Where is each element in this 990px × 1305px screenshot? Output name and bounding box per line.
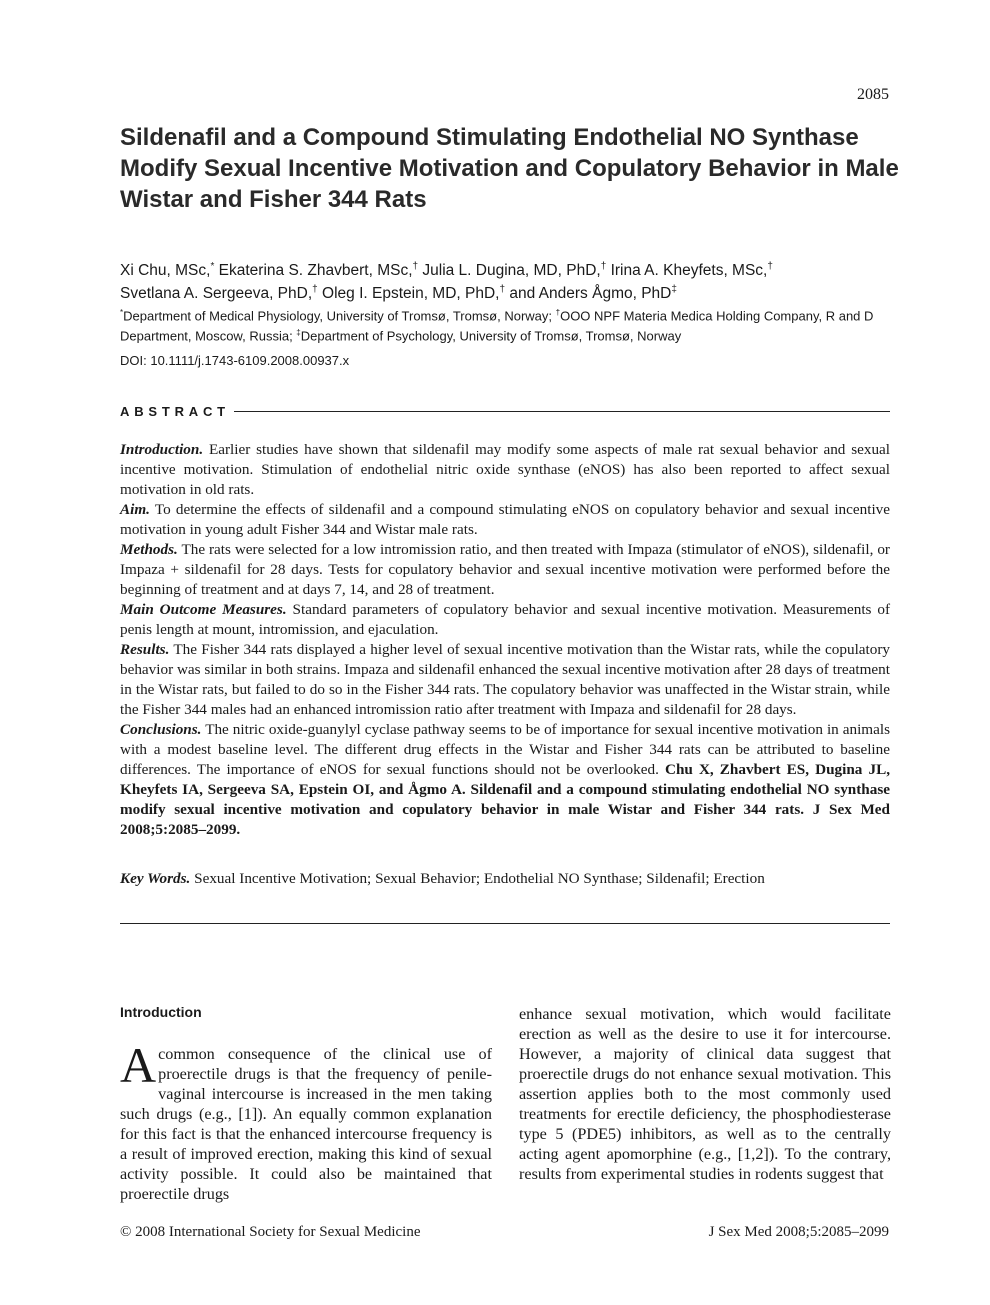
footer-copyright: © 2008 International Society for Sexual Medicine — [120, 1224, 421, 1240]
section-label: Introduction. — [120, 441, 204, 458]
author-list — [120, 257, 890, 303]
affiliation-mark: * — [120, 308, 124, 317]
article-title: Sildenafil and a Compound Stimulating Endothelial NO Synthase Modify Sexual Incentive Motivation and Copulatory Behavior in Male Wistar and Fisher 344 Rats — [120, 124, 899, 213]
author-mark: † — [600, 261, 607, 272]
section-text: Standard parameters of copulatory behavior and sexual incentive motivation. Measurements of penis length at mount, intromission, and ejaculation. — [120, 601, 890, 638]
abstract-body — [120, 440, 890, 840]
section-text: The rats were selected for a low intromission ratio, and then treated with Impaza (stimulator of eNOS), sildenafil, or Impaza + sildenafil for 28 days. Tests for copulatory behavior and sexual incentive motivation were performed before the beginning of treatment and at days 7, 14, and 28 of treatment. — [120, 541, 890, 598]
author: Xi Chu, MSc, — [120, 262, 211, 280]
doi[interactable]: DOI: 10.1111/j.1743-6109.2008.00937.x — [120, 353, 350, 368]
section-label: Main Outcome Measures. — [120, 601, 287, 618]
affiliations — [120, 304, 890, 345]
section-text: To determine the effects of sildenafil and a compound stimulating eNOS on copulatory behavior and sexual incentive motivation in young adult Fisher 344 and Wistar male rats. — [120, 501, 890, 538]
section-label: Aim. — [120, 501, 150, 518]
author-mark: † — [499, 284, 506, 296]
section-text: The Fisher 344 rats displayed a higher level of sexual incentive motivation than the Wistar rats, while the copulatory behavior was similar in both strains. Impaza and sildenafil enhanced the sexual incentive motivation after 28 days of treatment in the Wistar rats, but failed to do so in the Fisher 344 rats. The copulatory behavior was unaffected in the Wistar strain, while the Fisher 344 males had an enhanced intromission ratio after treatment with Impaza and sildenafil for 28 days. — [120, 641, 890, 718]
keywords-label: Key Words. — [120, 870, 191, 887]
abstract-aim — [120, 500, 890, 540]
abstract-end-divider — [120, 923, 890, 924]
abstract-introduction — [120, 440, 890, 500]
author-mark: ‡ — [671, 284, 677, 296]
section-heading-introduction: Introduction — [120, 1004, 202, 1020]
body-text: common consequence of the clinical use of proerectile drugs is that the frequency of penile-vaginal intercourse is increased in the men taking such drugs (e.g., [1]). An equally common explanation for this fact is that the enhanced intercourse frequency is a result of improved erection, making this kind of sexual activity possible. It could also be maintained that proerectile drugs — [120, 1045, 492, 1203]
author: Irina A. Kheyfets, MSc, — [610, 262, 768, 280]
affiliation: Department of Psychology, University of Tromsø, Tromsø, Norway — [300, 328, 682, 344]
section-label: Conclusions. — [120, 721, 202, 738]
affiliation-mark: † — [555, 308, 561, 317]
abstract-conclusions — [120, 720, 890, 840]
author: Ekaterina S. Zhavbert, MSc, — [218, 262, 413, 280]
section-label: Results. — [120, 641, 170, 658]
abstract-outcomes — [120, 600, 890, 640]
section-text: The nitric oxide-guanylyl cyclase pathway seems to be of importance for sexual incentive motivation in animals with a modest baseline level. The different drug effects in the Wistar and Fisher 344 rats can be attributed to baseline differences. The importance of eNOS for sexual functions should not be overlooked. — [120, 721, 890, 778]
author: Oleg I. Epstein, MD, PhD, — [322, 285, 500, 303]
footer-journal-citation: J Sex Med 2008;5:2085–2099 — [708, 1224, 889, 1240]
affiliation: OOO NPF Materia Medica Holding Company, R and D Department, Moscow, Russia; — [120, 308, 874, 344]
author: Svetlana A. Sergeeva, PhD, — [120, 285, 313, 303]
author: Julia L. Dugina, MD, PhD, — [422, 262, 601, 280]
body-text: enhance sexual motivation, which would facilitate erection as well as the desire to use it for intercourse. However, a majority of clinical data suggest that proerectile drugs do not enhance sexual motivation. This assertion applies both to the most commonly used treatments for erectile deficiency, the phosphodiesterase type 5 (PDE5) inhibitors, as well as to the centrally acting agent apomorphine (e.g., [1,2]). To the contrary, results from experimental studies in rodents suggest that — [519, 1005, 891, 1183]
abstract-results — [120, 640, 890, 720]
page-number: 2085 — [857, 86, 889, 103]
abstract-methods — [120, 540, 890, 600]
section-text: Earlier studies have shown that sildenafil may modify some aspects of male rat sexual behavior and sexual incentive motivation. Stimulation of endothelial nitric oxide synthase (eNOS) has also been reported to affect sexual motivation in old rats. — [120, 441, 891, 498]
abstract-heading: ABSTRACT — [120, 404, 230, 419]
body-column-right — [519, 1004, 891, 1184]
keywords-text: Sexual Incentive Motivation; Sexual Behavior; Endothelial NO Synthase; Sildenafil; Erection — [194, 870, 765, 887]
citation: Chu X, Zhavbert ES, Dugina JL, Kheyfets IA, Sergeeva SA, Epstein OI, and Ågmo A. Sildenafil and a compound stimulating endothelial NO synthase modify sexual incentive motivation and copulatory behavior in male Wistar and Fisher 344 rats. J Sex Med 2008;5:2085–2099. — [120, 761, 891, 838]
author-mark: † — [767, 261, 773, 272]
body-paragraph — [519, 1004, 891, 1184]
affiliation-mark: ‡ — [296, 328, 301, 338]
abstract-header — [120, 404, 890, 419]
author-mark: † — [412, 261, 419, 272]
affiliation: Department of Medical Physiology, University of Tromsø, Tromsø, Norway; — [123, 308, 556, 324]
body-paragraph — [120, 1037, 492, 1204]
author-mark: † — [312, 284, 318, 296]
abstract-divider — [234, 411, 890, 412]
section-label: Methods. — [120, 541, 178, 558]
author-mark: * — [210, 261, 215, 272]
drop-cap: A — [120, 1037, 157, 1093]
keywords — [120, 869, 890, 889]
body-column-left — [120, 1037, 492, 1204]
author: and Anders Ågmo, PhD — [509, 285, 672, 303]
